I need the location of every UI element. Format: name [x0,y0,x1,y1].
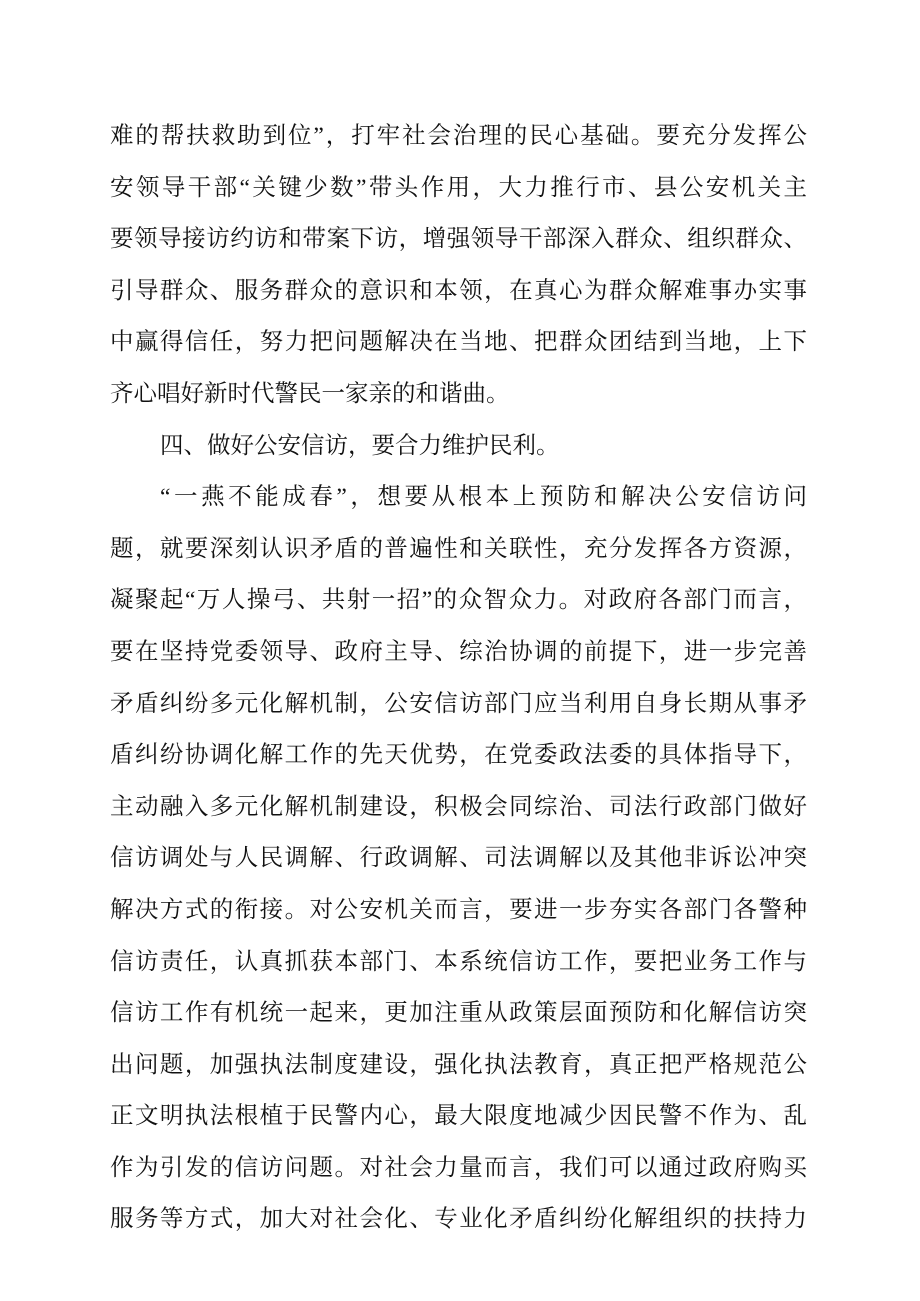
text-line: 解决方式的衔接。对公安机关而言，要进一步夯实各部门各警种 [110,896,807,923]
text-line: 安领导干部“关键少数”带头作用，大力推行市、县公安机关主 [110,174,807,201]
document-page [110,111,807,1246]
text-line: 引导群众、服务群众的意识和本领，在真心为群众解难事办实事 [110,277,807,304]
paragraph-1 [110,111,807,421]
paragraph-2 [110,472,807,1246]
text-line: 作为引发的信访问题。对社会力量而言，我们可以通过政府购买 [110,1154,807,1181]
text-line: “一燕不能成春”，想要从根本上预防和解决公安信访问 [160,484,807,511]
text-line: 正文明执法根植于民警内心，最大限度地减少因民警不作为、乱 [110,1103,807,1130]
text-line: 难的帮扶救助到位”，打牢社会治理的民心基础。要充分发挥公 [110,123,807,149]
text-line: 信访工作有机统一起来，更加注重从政策层面预防和化解信访突 [110,1000,807,1027]
text-line: 信访调处与人民调解、行政调解、司法调解以及其他非诉讼冲突 [110,845,807,872]
text-line: 要领导接访约访和带案下访，增强领导干部深入群众、组织群众、 [110,226,807,253]
text-line: 信访责任，认真抓获本部门、本系统信访工作，要把业务工作与 [110,948,807,975]
text-line: 中赢得信任，努力把问题解决在当地、把群众团结到当地，上下 [110,329,807,356]
text-line: 主动融入多元化解机制建设，积极会同综治、司法行政部门做好 [110,793,807,820]
text-line: 齐心唱好新时代警民一家亲的和谐曲。 [110,380,510,407]
text-line: 题，就要深刻认识矛盾的普遍性和关联性，充分发挥各方资源， [110,535,807,562]
text-line: 矛盾纠纷多元化解机制，公安信访部门应当利用自身长期从事矛 [110,690,807,717]
section-heading: 四、做好公安信访，要合力维护民利。 [160,432,560,459]
text-line: 凝聚起“万人操弓、共射一招”的众智众力。对政府各部门而言， [110,587,807,614]
text-line: 盾纠纷协调化解工作的先天优势，在党委政法委的具体指导下， [110,742,807,769]
text-line: 服务等方式，加大对社会化、专业化矛盾纠纷化解组织的扶持力 [110,1206,807,1233]
text-line: 要在坚持党委领导、政府主导、综治协调的前提下，进一步完善 [110,638,807,665]
text-line: 出问题，加强执法制度建设，强化执法教育，真正把严格规范公 [110,1051,807,1078]
